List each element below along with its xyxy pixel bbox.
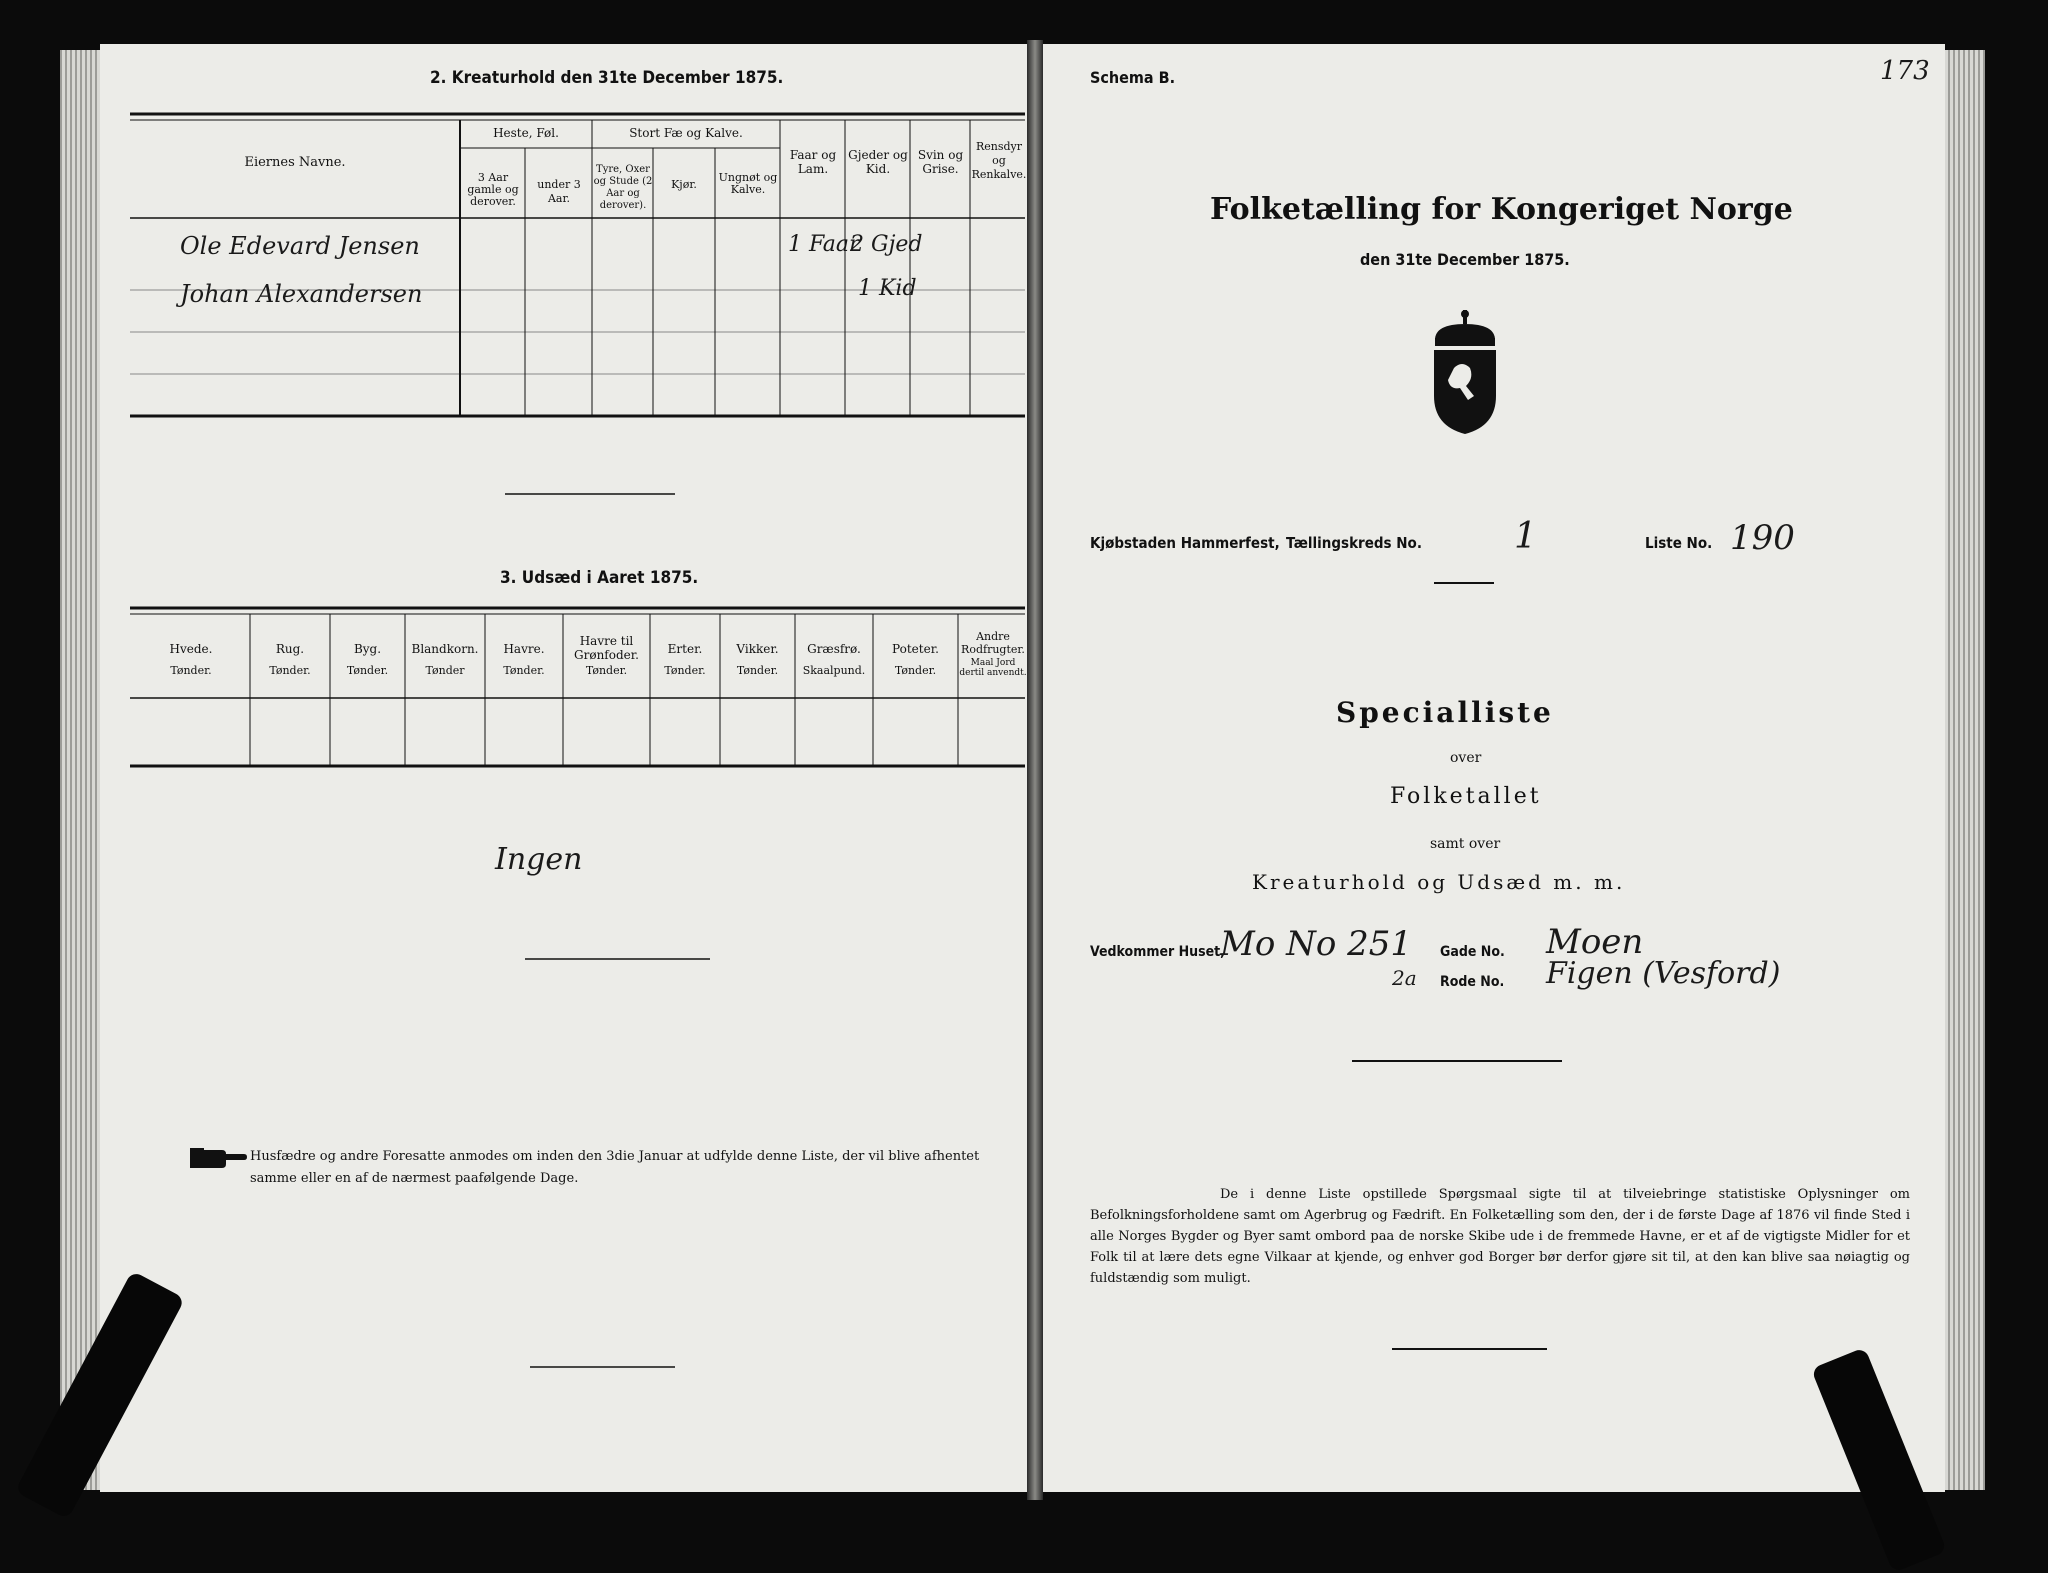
title-date: den 31te December 1875.	[1360, 250, 1570, 269]
liste-label: Liste No.	[1645, 534, 1713, 552]
main-title: Folketælling for Kongeriget Norge	[1210, 192, 1793, 227]
col-erter-unit: Tønder.	[664, 664, 706, 677]
col-poteter-name: Poteter.	[892, 642, 939, 656]
col-erter	[650, 642, 720, 678]
col-rug	[250, 642, 330, 678]
col-andre	[959, 630, 1027, 678]
gade-value: Moen	[1546, 922, 1644, 962]
col-vikker-unit: Tønder.	[736, 664, 779, 677]
col-andre-unit: Maal Jord dertil anvendt.	[959, 658, 1027, 678]
col-gjeder: Gjeder og Kid.	[848, 148, 908, 176]
norway-coat-of-arms-icon	[1420, 306, 1510, 436]
section3-handwritten: Ingen	[495, 842, 583, 877]
liste-value: 190	[1730, 518, 1795, 558]
col-tyre: Tyre, Oxer og Stude (2 Aar og derover).	[593, 164, 653, 211]
col-hvede-unit: Tønder.	[170, 664, 212, 677]
col-poteter-unit: Tønder.	[894, 664, 937, 677]
col-heste-3aar: 3 Aar gamle og derover.	[467, 171, 519, 208]
section2-heading: 2. Kreaturhold den 31te December 1875.	[430, 68, 784, 88]
schema-label: Schema B.	[1090, 68, 1176, 87]
row2-gjeder: 1 Kid	[858, 276, 917, 301]
kreaturhold-text: Kreaturhold og Udsæd m. m.	[1252, 870, 1626, 894]
col-havre	[485, 642, 563, 678]
folio-number: 173	[1880, 56, 1930, 86]
rode-value: Figen (Vesford)	[1546, 956, 1781, 991]
col-erter-name: Erter.	[667, 642, 703, 656]
col-kjor: Kjør.	[671, 178, 697, 191]
huset-value: Mo No 251	[1220, 924, 1413, 964]
col-rug-unit: Tønder.	[269, 664, 311, 677]
book-gutter	[1027, 40, 1043, 1500]
specialliste-title: Specialliste	[1336, 696, 1554, 729]
right-page	[1040, 44, 1945, 1492]
col-graesfro	[795, 642, 873, 678]
col-vikker-name: Vikker.	[736, 642, 779, 656]
col-havre-gronfoder	[563, 634, 650, 678]
divider	[1392, 1348, 1547, 1350]
col-blandkorn-name: Blandkorn.	[411, 642, 479, 656]
col-havre-gronfoder-name: Havre til Grønfoder.	[574, 634, 639, 662]
kreds-label: Tællingskreds No.	[1286, 534, 1422, 552]
col-havre-unit: Tønder.	[503, 664, 545, 677]
footer-text: De i denne Liste opstillede Spørgsmaal sigte til at tilveiebringe statistiske Oplysninger om Befolkningsforholdene samt om Agerbrug og Fædrift. En Folketælling som den, der i de første Dage af 1876 vil finde Sted i alle Norges Bygder og Byer samt ombord paa de norske Skibe ude i de fremmede Havne, er et af de vigtigste Midler for et Folk til at lære dets egne Vilkaar at kjende, og enhver god Borger bør derfor gjøre sit til, at den kan blive saa nøiagtig og fuldstændig som muligt.	[1090, 1187, 1910, 1286]
col-havre-gronfoder-unit: Tønder.	[585, 664, 628, 677]
col-rug-name: Rug.	[275, 642, 305, 656]
section2-table-lines	[100, 44, 1030, 1492]
col-hvede-name: Hvede.	[169, 642, 213, 656]
huset-label: Vedkommer Huset,	[1090, 944, 1225, 960]
divider	[1352, 1060, 1562, 1062]
group-stort: Stort Fæ og Kalve.	[629, 126, 743, 140]
col-byg-name: Byg.	[353, 642, 382, 656]
kreds-value: 1	[1514, 516, 1537, 557]
col-andre-name: Andre Rodfrugter.	[961, 630, 1025, 656]
col-graesfro-name: Græsfrø.	[807, 642, 861, 656]
rode-prefix: 2a	[1392, 966, 1417, 990]
row2-owner: Johan Alexandersen	[180, 280, 423, 308]
section3-heading: 3. Udsæd i Aaret 1875.	[500, 568, 699, 588]
row1-faar: 1 Faar	[788, 232, 860, 257]
divider	[1434, 582, 1494, 584]
col-vikker	[720, 642, 795, 678]
col-blandkorn	[405, 642, 485, 678]
rode-label: Rode No.	[1440, 974, 1505, 990]
col-svin: Svin og Grise.	[917, 148, 964, 176]
gade-label: Gade No.	[1440, 944, 1505, 960]
pointing-hand-icon	[188, 1142, 248, 1174]
col-blandkorn-unit: Tønder	[425, 664, 465, 677]
col-byg-unit: Tønder.	[346, 664, 389, 677]
col-hvede	[132, 642, 250, 678]
col-rensdyr: Rensdyr og Renkalve.	[971, 140, 1027, 181]
col-ungnot: Ungnøt og Kalve.	[718, 171, 778, 196]
group-heste: Heste, Føl.	[493, 126, 559, 140]
folketallet-text: Folketallet	[1390, 784, 1542, 809]
col-graesfro-unit: Skaalpund.	[802, 664, 866, 677]
row1-owner: Ole Edevard Jensen	[180, 232, 420, 260]
col-owner: Eiernes Navne.	[244, 155, 346, 170]
book-edge-right	[1945, 50, 1985, 1490]
notice-text: Husfædre og andre Foresatte anmodes om inden den 3die Januar at udfylde denne Liste, der vil blive afhentet samme eller en af de nærmest paafølgende Dage.	[250, 1149, 980, 1186]
col-poteter	[873, 642, 958, 678]
col-heste-under3: under 3 Aar.	[537, 178, 581, 205]
col-havre-name: Havre.	[503, 642, 545, 656]
col-faar: Faar og Lam.	[789, 148, 837, 176]
left-page	[100, 44, 1030, 1492]
row1-gjeder: 2 Gjed	[850, 232, 923, 257]
samt-over-text: samt over	[1430, 836, 1501, 852]
col-byg	[330, 642, 405, 678]
over-text: over	[1450, 750, 1482, 766]
kjobstad-label: Kjøbstaden Hammerfest,	[1090, 534, 1280, 552]
book-edge-left	[60, 50, 102, 1490]
